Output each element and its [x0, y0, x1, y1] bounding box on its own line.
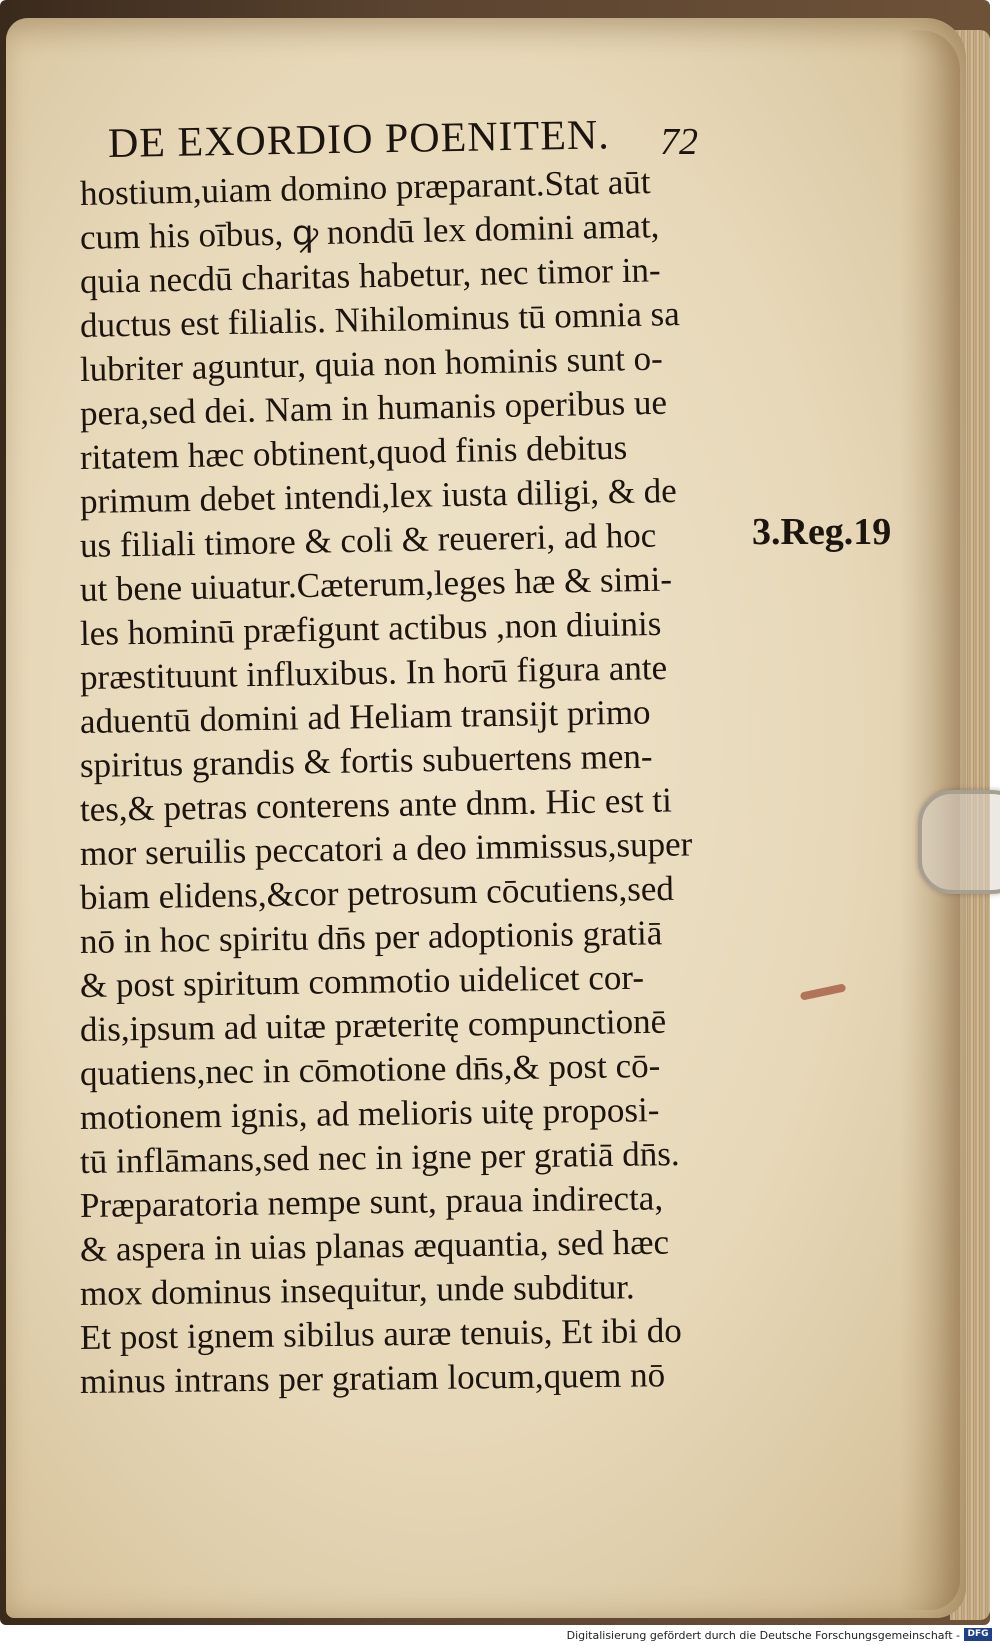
- body-text-line: Et post ignem sibilus auræ tenuis, Et ibi do: [79, 1310, 682, 1357]
- body-text-line: spiritus grandis & fortis subuertens men-: [79, 736, 653, 785]
- page-clip: [918, 790, 1000, 894]
- body-text-line: minus intrans per gratiam locum,quem nō: [79, 1355, 666, 1401]
- body-text-line: pera,sed dei. Nam in humanis operibus ue: [79, 382, 668, 433]
- footer-separator: -: [952, 1629, 960, 1642]
- body-text-block: [79, 162, 760, 1404]
- body-text-line: us filiali timore & coli & reuereri, ad hoc: [79, 515, 657, 565]
- body-text-line: præstituunt influxibus. In horū figura ante: [79, 647, 668, 697]
- body-text-line: les hominū præfigunt actibus ,non diuinis: [79, 603, 662, 653]
- body-text-line: ut bene uiuatur.Cæterum,leges hæ & simi-: [79, 559, 673, 609]
- body-text-line: aduentū domini ad Heliam transijt primo: [79, 692, 651, 741]
- body-text-line: Præparatoria nempe sunt, praua indirecta,: [79, 1178, 664, 1225]
- body-text-line: & aspera in uias planas æquantia, sed hæc: [79, 1222, 670, 1269]
- running-head-text: DE EXORDIO POENITEN.: [107, 112, 611, 167]
- body-text-line: hostium,uiam domino præparant.Stat aūt: [79, 162, 651, 213]
- body-text-line: tes,& petras conterens ante dnm. Hic est ti: [79, 780, 673, 829]
- body-text-line: mox dominus insequitur, unde subditur.: [79, 1267, 635, 1313]
- body-text-line: & post spiritum commotio uidelicet cor-: [79, 957, 645, 1005]
- body-text-line: biam elidens,&cor petrosum cōcutiens,sed: [79, 868, 675, 917]
- body-text-line: tū inflāmans,sed nec in igne per gratiā dn̄s.: [79, 1134, 680, 1181]
- body-text-line: primum debet intendi,lex iusta diligi, & de: [79, 470, 678, 521]
- body-text-line: motionem ignis, ad melioris uitę proposi-: [79, 1090, 660, 1137]
- dfg-logo: DFG: [964, 1628, 992, 1641]
- body-text-line: nō in hoc spiritu dn̄s per adoptionis gratiā: [79, 913, 663, 961]
- margin-note-reference: 3.Reg.19: [752, 511, 892, 553]
- footer-credit-text: Digitalisierung gefördert durch die Deutsche Forschungsgemeinschaft: [566, 1629, 953, 1642]
- body-text-line: mor seruilis peccatori a deo immissus,super: [79, 824, 693, 873]
- body-text-line: dis,ipsum ad uitæ præteritę compunctionē: [79, 1001, 667, 1049]
- body-text-line: quia necdū charitas habetur, nec timor in-: [79, 250, 662, 301]
- footer-credit: [567, 1629, 960, 1642]
- body-text-line: quatiens,nec in cōmotione dn̄s,& post cō-: [79, 1045, 661, 1093]
- body-text-line: ductus est filialis. Nihilominus tū omnia sa: [79, 294, 681, 345]
- body-text-line: cum his oībus, ꝙ nondū lex domini amat,: [79, 206, 660, 257]
- page-number: 72: [660, 121, 698, 163]
- body-text-line: lubriter aguntur, quia non hominis sunt o-: [79, 338, 664, 389]
- body-text-line: ritatem hæc obtinent,quod finis debitus: [79, 427, 628, 477]
